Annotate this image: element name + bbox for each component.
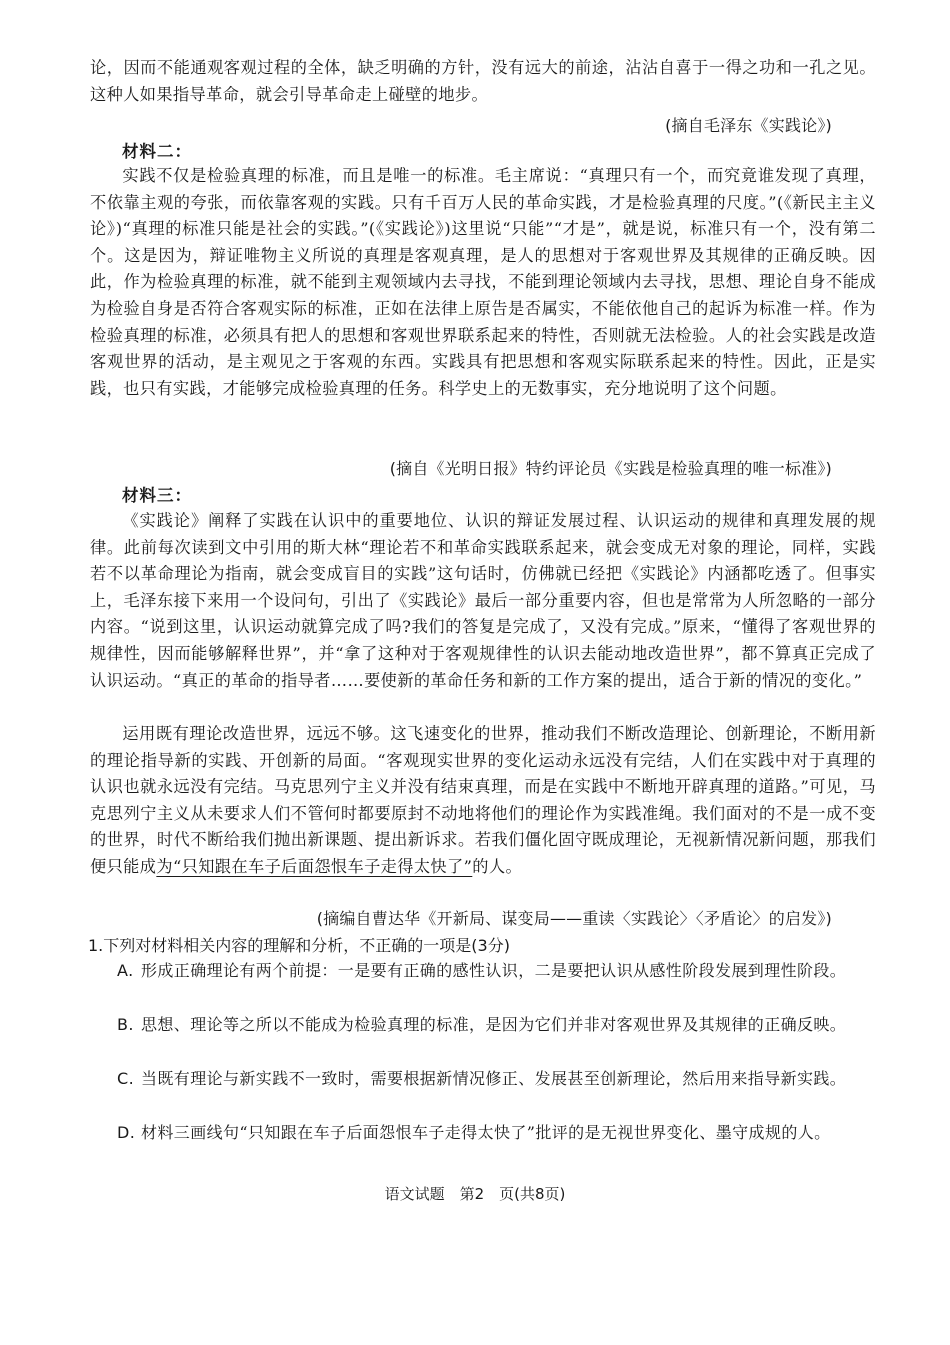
option-text: 形成正确理论有两个前提：一是要有正确的感性认识，二是要把认识从感性阶段发展到理性阶段。	[141, 961, 847, 980]
material2-paragraph: 实践不仅是检验真理的标准，而且是唯一的标准。毛主席说：“真理只有一个，而究竟谁发现了真理，不依靠主观的夸张，而依靠客观的实践。只有千百万人民的革命实践，才是检验真理的尺度。”(《新民主主义论》)“真理的标准只能是社会的实践。”(《实践论》)这里说“只能”“才是”，就是说，标准只有一个，没有第二个。这是因为，辩证唯物主义所说的真理是客观真理，是人的思想对于客观世界及其规律的正确反映。因此，作为检验真理的标准，就不能到主观领域内去寻找，不能到理论领域内去寻找，思想、理论自身不能成为检验自身是否符合客观实际的标准，正如在法律上原告是否属实，不能依他自己的起诉为标准一样。作为检验真理的标准，必须具有把人的思想和客观世界联系起来的特性，否则就无法检验。人的社会实践是改造客观世界的活动，是主观见之于客观的东西。实践具有把思想和客观实际联系起来的特性。因此，正是实践，也只有实践，才能够完成检验真理的任务。科学史上的无数事实，充分地说明了这个问题。	[90, 166, 876, 398]
material3-paragraph1: 《实践论》阐释了实践在认识中的重要地位、认识的辩证发展过程、认识运动的规律和真理发展的规律。此前每次读到文中引用的斯大林“理论若不和革命实践联系起来，就会变成无对象的理论，同样，实践若不以革命理论为指南，就会变成盲目的实践”这句话时，仿佛就已经把《实践论》内涵都吃透了。但事实上，毛泽东接下来用一个设问句，引出了《实践论》最后一部分重要内容，但也是常常为人所忽略的一部分内容。“说到这里，认识运动就算完成了吗?我们的答复是完成了，又没有完成。”原来，“懂得了客观世界的规律性，因而能够解释世界”，并“拿了这种对于客观规律性的认识去能动地改造世界”，都不算真正完成了认识运动。“真正的革命的指导者……要使新的革命任务和新的工作方案的提出，适合于新的情况的变化。”	[90, 511, 876, 690]
material3-source: (摘编自曹达华《开新局、谋变局——重读〈实践论〉〈矛盾论〉的启发》)	[316, 909, 832, 928]
intro-paragraph: 论，因而不能通观客观过程的全体，缺乏明确的方针，没有远大的前途，沾沾自喜于一得之功和一孔之见。这种人如果指导革命，就会引导革命走上碰壁的地步。	[90, 58, 876, 104]
underlined-sentence: 为“只知跟在车子后面怨恨车子走得太快了”	[156, 856, 473, 876]
material3-paragraph2	[90, 721, 876, 881]
intro-source: (摘自毛泽东《实践论》)	[665, 116, 832, 135]
question1-option-b	[117, 1012, 875, 1039]
question1-stem: 1.下列对材料相关内容的理解和分析，不正确的一项是(3分)	[88, 936, 510, 955]
option-letter: D.	[117, 1123, 136, 1142]
material3-heading: 材料三：	[122, 486, 192, 505]
option-text: 思想、理论等之所以不能成为检验真理的标准，是因为它们并非对客观世界及其规律的正确反映。	[141, 1015, 847, 1034]
option-letter: C.	[117, 1069, 135, 1088]
option-letter: B.	[117, 1015, 134, 1034]
option-letter: A.	[117, 961, 134, 980]
page-footer: 语文试题 第2 页(共8页)	[384, 1185, 566, 1203]
material3-paragraph2-after: 的人。	[472, 856, 523, 876]
question1-option-c	[117, 1066, 875, 1093]
question1-option-a	[117, 958, 875, 985]
material2-source: (摘自《光明日报》特约评论员《实践是检验真理的唯一标准》)	[389, 459, 832, 478]
question1-option-d	[117, 1120, 875, 1147]
material2-heading: 材料二：	[122, 142, 192, 161]
option-text: 材料三画线句“只知跟在车子后面怨恨车子走得太快了”批评的是无视世界变化、墨守成规的人。	[141, 1123, 831, 1142]
option-text: 当既有理论与新实践不一致时，需要根据新情况修正、发展甚至创新理论，然后用来指导新实践。	[141, 1069, 847, 1088]
material3-paragraph2-before: 运用既有理论改造世界，远远不够。这飞速变化的世界，推动我们不断改造理论、创新理论，不断用新的理论指导新的实践、开创新的局面。“客观现实世界的变化运动永远没有完结，人们在实践中对于真理的认识也就永远没有完结。马克思列宁主义并没有结束真理，而是在实践中不断地开辟真理的道路。”可见，马克思列宁主义从未要求人们不管何时都要原封不动地将他们的理论作为实践准绳。我们面对的不是一成不变的世界，时代不断给我们抛出新课题、提出新诉求。若我们僵化固守既成理论，无视新情况新问题，那我们便只能成	[90, 724, 876, 876]
